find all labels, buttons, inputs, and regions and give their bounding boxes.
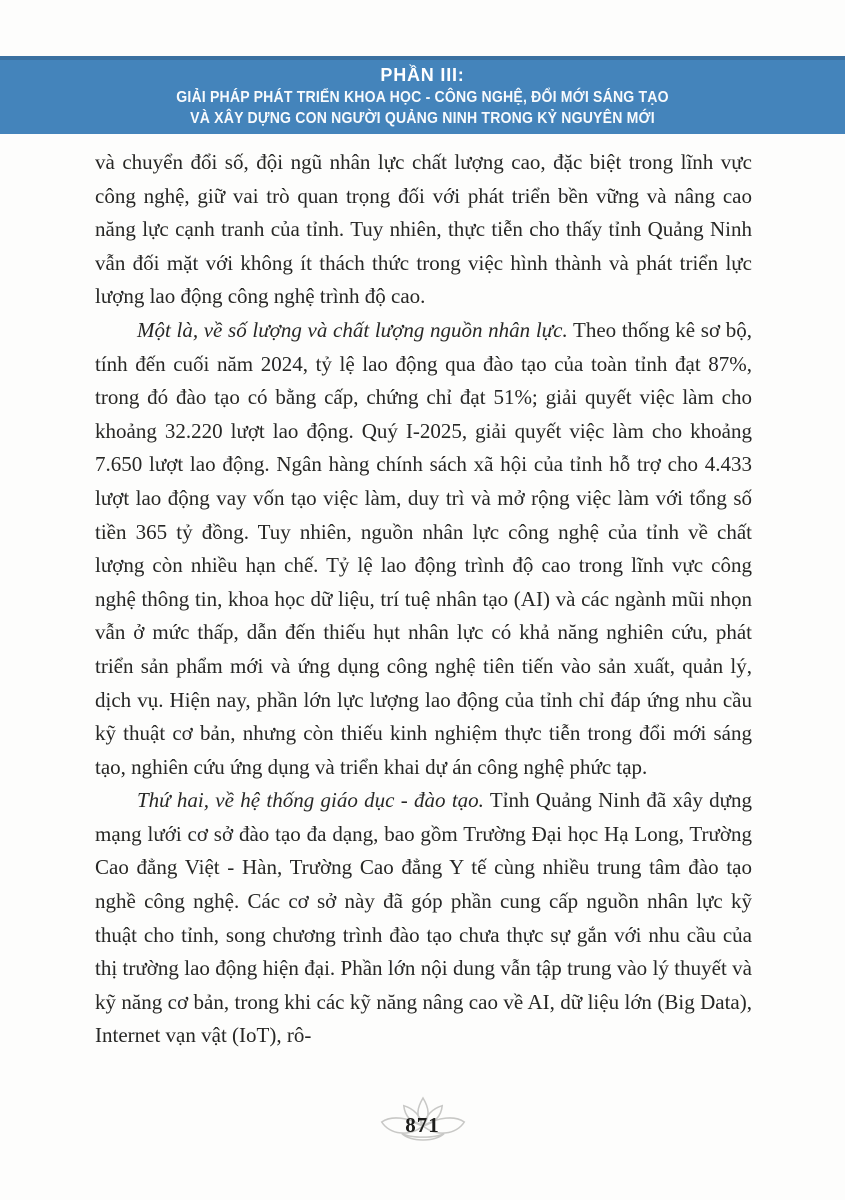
paragraph-lead-italic: Một là, về số lượng và chất lượng nguồn nhân lực. — [137, 317, 568, 342]
paragraph-point-one — [95, 314, 752, 784]
paragraph-lead-italic: Thứ hai, về hệ thống giáo dục - đào tạo. — [137, 788, 484, 813]
section-subtitle-line1: GIẢI PHÁP PHÁT TRIỂN KHOA HỌC - CÔNG NGHỆ, ĐỔI MỚI SÁNG TẠO — [176, 89, 669, 106]
paragraph-text: và chuyển đổi số, đội ngũ nhân lực chất lượng cao, đặc biệt trong lĩnh vực công nghệ, giữ vai trò quan trọng đối với phát triển bền vững và nâng cao năng lực cạnh tranh của tỉnh. Tuy nhiên, thực tiễn cho thấy tỉnh Quảng Ninh vẫn đối mặt với không ít thách thức trong việc hình thành và phát triển lực lượng lao động công nghệ trình độ cao. — [95, 150, 752, 309]
page-number-ornament — [375, 1096, 471, 1148]
paragraph-continuation — [95, 146, 752, 314]
section-subtitle-line2: VÀ XÂY DỰNG CON NGƯỜI QUẢNG NINH TRONG KỶ NGUYÊN MỚI — [190, 110, 655, 127]
paragraph-text: Tỉnh Quảng Ninh đã xây dựng mạng lưới cơ sở đào tạo đa dạng, bao gồm Trường Đại học Hạ Long, Trường Cao đẳng Việt - Hàn, Trường Cao đẳng Y tế cùng nhiều trung tâm đào tạo nghề công nghệ. Các cơ sở này đã góp phần cung cấp nguồn nhân lực kỹ thuật cho tỉnh, song chương trình đào tạo chưa thực sự gắn với nhu cầu của thị trường lao động hiện đại. Phần lớn nội dung vẫn tập trung vào lý thuyết và kỹ năng cơ bản, trong khi các kỹ năng nâng cao về AI, dữ liệu lớn (Big Data), Internet vạn vật (IoT), rô- — [95, 788, 752, 1048]
section-banner — [0, 56, 845, 134]
page-number: 871 — [405, 1113, 440, 1137]
paragraph-text: Theo thống kê sơ bộ, tính đến cuối năm 2024, tỷ lệ lao động qua đào tạo của toàn tỉnh đạt 87%, trong đó đào tạo có bằng cấp, chứng chỉ đạt 51%; giải quyết việc làm cho khoảng 32.220 lượt lao động. Quý I-2025, giải quyết việc làm cho khoảng 7.650 lượt lao động. Ngân hàng chính sách xã hội của tỉnh hỗ trợ cho 4.433 lượt lao động vay vốn tạo việc làm, duy trì và mở rộng việc làm với tổng số tiền 365 tỷ đồng. Tuy nhiên, nguồn nhân lực công nghệ của tỉnh về chất lượng còn nhiều hạn chế. Tỷ lệ lao động trình độ cao trong lĩnh vực công nghệ thông tin, khoa học dữ liệu, trí tuệ nhân tạo (AI) và các ngành mũi nhọn vẫn ở mức thấp, dẫn đến thiếu hụt nhân lực có khả năng nghiên cứu, phát triển sản phẩm mới và ứng dụng công nghệ tiên tiến vào sản xuất, quản lý, dịch vụ. Hiện nay, phần lớn lực lượng lao động của tỉnh chỉ đáp ứng nhu cầu kỹ thuật cơ bản, nhưng còn thiếu kinh nghiệm thực tiễn trong đổi mới sáng tạo, nghiên cứu ứng dụng và triển khai dự án công nghệ phức tạp. — [95, 317, 752, 779]
section-part-label: PHẦN III: — [380, 65, 465, 85]
page-footer — [0, 1096, 845, 1148]
paragraph-point-two — [95, 784, 752, 1053]
page-body-text — [95, 146, 752, 1053]
